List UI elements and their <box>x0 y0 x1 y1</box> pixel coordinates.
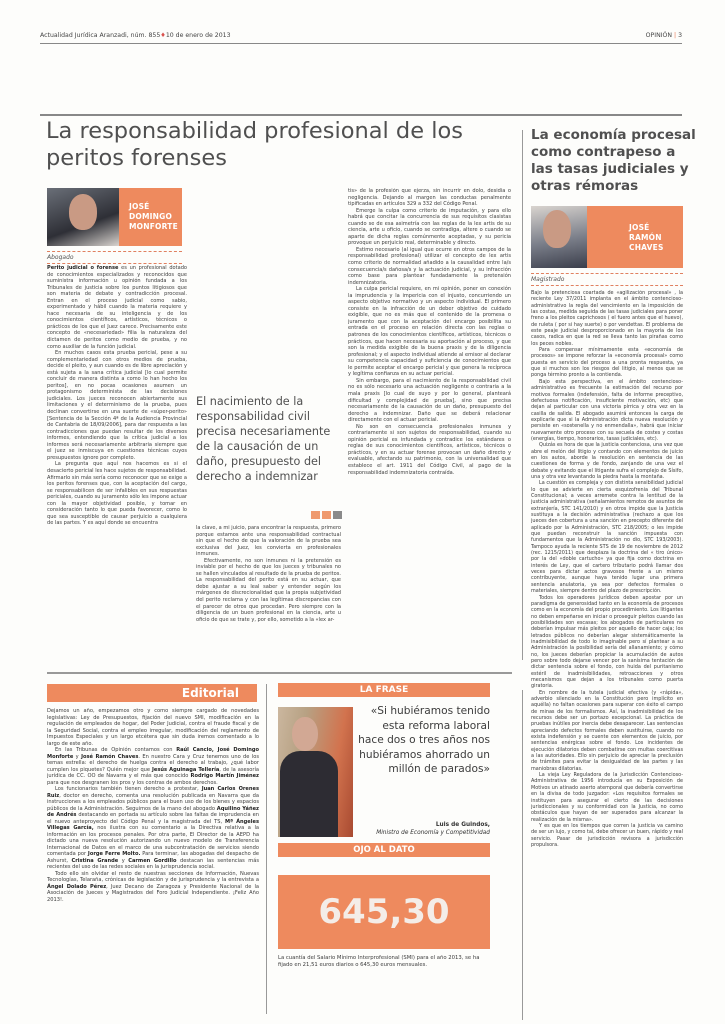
paragraph: Sin embargo, para el nacimiento de la responsabilidad civil no es sólo necesario una actuación negligente o contraria a la mala praxis [lo cual de suyo y por lo general, planteará dificultad y complejidad de prueba], sino que precisa necesariamente de la causación de un daño, presupuesto del derecho a indemnizar. Daño que se deberá relacionar directamente con el actuar pericial. <box>348 377 511 424</box>
top-rule <box>40 114 682 116</box>
quote-speaker: Luis de Guindos, <box>435 822 490 828</box>
separator-bar-icon: | <box>674 32 677 39</box>
paragraph <box>47 265 187 350</box>
author-face-icon <box>543 210 571 248</box>
publication-name: Actualidad Jurídica Aranzadi, núm. 855 <box>40 32 161 39</box>
la-frase-quote: «Si hubiéramos tenido esta reforma laboral hace dos o tres años nos hubiéramos ahorrado un millón de parados» <box>358 705 490 776</box>
decor-square-icon <box>333 511 342 519</box>
paragraph: La pregunta que aquí nos hacemos es si el desacierto pericial les hace sujetos de responsabilidad. Afirmarlo sin más sería como reconocer que se exige a los peritos forenses que, con la aceptación del cargo, se responsabilicen de ser infalibles en sus respuestas periciales, cuando su juramento sólo les impone actuar con la mayor objetividad posible, y tomar en consideración tanto lo que pueda favorecer, como lo que sea susceptible de causar perjuicio a cualquiera de las partes. Y es aquí donde se encuentra <box>47 461 187 527</box>
article1-column-3 <box>348 188 511 670</box>
column-divider <box>266 684 267 1014</box>
paragraph: Todos los operadores jurídicos deben apostar por un paradigma de generosidad tanto en la economía de procesos como en la economía del propio procedimiento. Los litigantes no deben empeñarse en iniciar o proseguir pleitos cuando las posibilidades son escasas; los abogados de particulares no deberían impulsar más pleitos por aquello de hacer caja; los letrados públicos no deberían alegar sistemáticamente la inadmisibilidad de todo lo imaginable pero sí plantear a su Administración la posibilidad sería del allanamiento; y cómo no, los jueces deberían propiciar la acumulación de autos pero sobre todo dejarse vencer por la sanísima tentación de dictar sentencia sobre el fondo, con huida del puritanismo estéril de inadmisibilidades, retroacciones y otros mecanismos que dejan a los tribunales como puerta giratoria. <box>531 594 683 690</box>
bold-name: Jorge Ferre Molto. <box>87 851 141 857</box>
paragraph <box>47 747 259 786</box>
ojo-al-dato-header: OJO AL DATO <box>278 843 490 857</box>
author-middle-name: DOMINGO <box>129 212 173 221</box>
author-first-name: JOSÉ <box>629 223 650 232</box>
author-photo <box>531 206 587 268</box>
decor-square-icon <box>322 511 331 519</box>
issue-date: 10 de enero de 2013 <box>165 32 231 39</box>
text: , de la asesoría jurídica de CC. OO de Navarra y el más que conocido <box>47 766 259 779</box>
lead-bold: Perito judicial o forense <box>47 265 119 271</box>
text: destacando en portada su artículo sobre las faltas de imprudencia en el nuevo anteproyecto del Código Penal y la magistrada del TS, <box>47 812 259 825</box>
paragraph: La culpa pericial requiere, en mi opinión, poner en conexión la imprudencia y la impericia con el injusto, concurriendo un aspecto objetivo normativo y un aspecto individual. El primero consiste en la infracción de un deber objetivo de cuidado exigible, que no es más que el contenido de la promesa o juramento que con la aceptación del encargo posibilita su entrada en el proceso en relación directa con las reglas o patrones de los conocimientos científicos, artísticos, técnicos o prácticos, que hacen necesaria su aportación al proceso, y que son la medida exigible de la buena praxis y de la diligencia profesional; y el aspecto individual atiende al emisor al declarar su competencia capacidad y suficiencia de conocimientos que le permite aceptar el encargo pericial y que genera la recíproca y legítima confianza en su actuar pericial. <box>348 286 511 378</box>
text: Todo ello sin olvidar el resto de nuestras secciones de Información, Nuevas Tecnologías, Telaraña, crónicas de legislación y de jurisprudencia y la entrevista a <box>47 870 259 883</box>
speaker-face-icon <box>292 717 318 751</box>
author-last-name: MONFORTE <box>129 222 178 231</box>
paragraph: Dejamos un año, empezamos otro y como siempre cargado de novedades legislativas: Ley de Presupuestos, fijación del nuevo SMI, modificación en la regulación de empleados de hogar, del Poder Judicial, contra el fraude fiscal y de la Seguridad Social, contra el empleo irregular, modificación del reglamento de Impuestos Especiales y un largo etcétera que sin duda iremos comentado a lo largo de este año. <box>47 708 259 747</box>
author-middle-name: RAMÓN <box>629 233 662 242</box>
article2-title: La economía procesal como contrapeso a las tasas judiciales y otras rémoras <box>531 127 696 194</box>
la-frase-header: LA FRASE <box>278 683 490 697</box>
article1-column-1 <box>47 265 187 675</box>
pull-quote: El nacimiento de la responsabilidad civil precisa necesariamente de la causación de un daño, presupuesto del derecho a indemnizar <box>196 395 331 483</box>
author-photo <box>47 188 119 246</box>
article1-author-role: Abogado <box>47 251 182 264</box>
section-rule <box>47 672 512 674</box>
article1-column-2 <box>196 525 341 670</box>
paragraph: En muchos casos esta prueba pericial, pese a su complementariedad con otros medios de prueba, decide el pleito, y aun cuando es de libre apreciación y está sujeta a la sana crítica judicial [lo cual permite concluir de manera distinta a como lo han hecho los peritos], en no pocas ocasiones asumen un protagonismo determinista de las decisiones judiciales. Los jueces reconocen abiertamente sus limitaciones y el determinismo de la prueba, pues declinan convertirse en una suerte de «súper-perito» [Sentencia de la Sección 4ª de la Audiencia Provincial de Cantabria de 18/09/2006], para dar respuesta a las contradicciones que puedan resultar de los diversos informes, entendiendo que la crítica judicial a los informes será necesariamente arbitraria siempre que el juez se inmiscuya en cuestiones técnicas cuyos presupuestos ignore por completo. <box>47 350 187 461</box>
paragraph: Emerge la culpa como criterio de imputación, y para ello habrá que concitar la concurrencia de sus requisitos clasistas cuando se de esa asimetría con las reglas de la lex artis de su ciencia, arte u oficio, cuando se contradiga, altere o cuando se aparte de dicha reglas comúnmente aceptadas, y su pericia provoque un perjuicio real, determinable y directo. <box>348 207 511 247</box>
quote-speaker-title: Ministro de Economía y Competitividad <box>376 830 490 836</box>
ojo-al-dato-caption: La cuantía del Salario Mínimo Interprofesional (SMI) para el año 2013, se ha fijado en 21,51 euros diarios o 645,30 euros mensuales. <box>278 955 480 968</box>
text: y <box>118 857 129 864</box>
text: nos ilustra con su comentario a la Directiva relativa a la información en los procesos penales. Por otra parte, El Director de la AEPD ha dictado una nueva resolución autorizando un nuevo modelo de Transferencia Internacional de Datos en el marco de una subcontratación de servicios siendo comentada por <box>47 825 259 857</box>
paragraph: Bajo la pretenciosa coartada de «agilización procesal» , la reciente Ley 37/2011 implanta en el ámbito contencioso-administrativo la regla del vencimiento en la imposición de las costas, medida seguida de las tasas judiciales para poner freno a los pleitos caprichosos ( el fuero antes que el huevo), de ruleta ( por si hay suerte) o por vendettas. El problema de este peaje judicial desproporcionado en la mayoría de los casos, radica en que la red se lleva tanto las pirañas como los peces nobles. <box>531 290 683 347</box>
paragraph: La vieja Ley Reguladora de la Jurisdicción Contencioso-Administrativa de 1956 introducía en su Exposición de Motivos un atinado aserto atemporal que debería convertirse en la divisa de todo juzgador: «Los requisitos formales se instituyen para asegurar el cierto de las decisiones jurisdiccionales y su conformidad con la Justicia, no como obstáculos que hayan de ser superados para alcanzar la realización de la misma». <box>531 772 683 823</box>
diamond-icon: ♦ <box>160 32 166 39</box>
article1-title: La responsabilidad profesional de los peritos forenses <box>46 118 463 171</box>
speaker-photo <box>278 707 353 837</box>
bold-name: Raúl Cancio, José Domingo Monforte <box>47 747 259 760</box>
column-divider <box>522 690 523 1020</box>
text: destacan las sentencias más recientes del uso de las redes sociales en la jurisprudencia social. <box>47 857 259 870</box>
bold-name: Jesús Aguinaga Tellería <box>152 766 220 773</box>
text: En las Tribunas de Opinión contamos con <box>55 747 177 753</box>
author-face-icon <box>69 194 97 230</box>
paragraph <box>47 871 259 904</box>
paragraph: Y es que en los tiempos que corren la justicia va camino de ser un lujo, y como tal, debe ofrecer un buen, rápido y real servicio. Pasar de jurisdicción revisora a jurisdicción propulsora. <box>531 822 683 848</box>
paragraph: Bajo esta perspectiva, en el ámbito contencioso-administrativo es frecuente la estimación del recurso por motivos formales (indefensión, falta de informe preceptivo, defectuosa notificación, insuficiente motivación, etc) que dejan al particular con una victoria pírrica y otra vez en la casilla de salida. El abogado asumirá entonces la carga de explicarle que si la Administración dicta nueva resolución y persiste en «sostenella y no enmendalla», habrá que iniciar nuevamente otro proceso con su secuela de costes y costas (energías, tiempo, honorarios, tasas judiciales, etc). <box>531 378 683 442</box>
paragraph <box>47 786 259 871</box>
editorial-body <box>47 708 259 978</box>
editorial-header: Editorial <box>47 684 257 702</box>
bold-name: José Ramón Chaves <box>81 753 139 760</box>
column-divider <box>522 130 523 660</box>
paragraph: tis» de la profesión que ejerza, sin incurrir en dolo, desidia o negligencia. Dejando al margen las conductas penalmente tipificadas en artículos 329 a 332 del Código Penal. <box>348 188 511 208</box>
text: y <box>73 753 82 760</box>
article2-body <box>531 290 683 1012</box>
text: , doctor en derecho, comenta una resolución publicada en Navarra que da instrucciones a los empleados públicos para el buen uso de los bienes y espacios públicos de la Administración. Seguimos de la mano del abogado <box>47 792 259 812</box>
ojo-al-dato-value: 645,30 <box>278 875 490 949</box>
paragraph: Efectivamente, no son inmunes ni la pretensión es inviable por el hecho de que los jueces y tribunales no se hallen vinculados al resultado de la prueba de peritos. La responsabilidad del perito está en su actuar, que debe ajustar a su leal saber y entender según los márgenes de discrecionalidad que la propia subjetividad del perito reclama y con las legítimas discrepancias con el parecer de otros que procedan. Pero siempre con la diligencia de un buen profesional en la ciencia, arte u oficio de que se trate y, por ello, sometido a la «lex ar- <box>196 557 341 623</box>
text: para que nos desgranen los pros y los contras de ambos derechos. <box>47 779 218 786</box>
speaker-suit-icon <box>280 751 338 837</box>
author-name <box>129 202 178 232</box>
section-label <box>646 32 682 39</box>
paragraph: Estimo necesario (al igual que ocurre en otros campos de la responsabilidad profesional) utilizar el concepto de lex artis como criterio de normalidad añadido a la causalidad entre la/s consecuencia/s dañosa/s y la actuación judicial, y su infracción como base para plantear fundadamente la pretensión indemnizatoria. <box>348 246 511 286</box>
page-number: 3 <box>678 32 682 39</box>
lead-text: es un profesional dotado de conocimientos especializados y reconocidos que suministra información u opinión fundada a los Tribunales de justicia sobre los puntos litigiosos que son materia de debate y contradicción procesal. Entran en el proceso judicial como sabio, experimentado y hábil cuando la materia requiere y hace necesaria de su inteligencia y de los conocimientos científicos, artísticos, técnicos o prácticos de los que el Juez carece. Precisamente este concepto de «necesariedad» filia la naturaleza del dictamen de peritos como medio de prueba, y no como auxiliar de la función judicial. <box>47 265 187 350</box>
bold-name: Juan Carlos Orenes Ruiz <box>47 786 259 799</box>
paragraph: La cuestión es compleja y con distinta sensibilidad judicial lo que se advierte en cierta esquizofrenia del Tribunal Constitucional; a veces arremete contra la lentitud de la justicia administrativa (señalamientos remotos de asuntos de extranjería, STC 141/2010) y en otros impide que la Justicia sustituya a la decisión administrativa (rechazo a que los jueces den cobertura a una sanción en precepto diferente del aplicado por la Administración, STC 218/2005; o les impide que puedan reconstruir la sanción impuesta con fundamentos que la Administración no dio, STC 193/2003). Tampoco ayuda la reciente STS de 19 de noviembre de 2012 (rec. 1215/2011) que desplaza la doctrina del « tiro único» por la del «doble cartucho» ya que fija como doctrina en interés de Ley, que el cartero tributario podrá llamar dos veces para dictar actos gravosos frente a un mismo contribuyente, aunque haya tenido lugar una primera sentencia anulatoria, ya sea por defectos formales o materiales, siempre dentro del plazo de prescripción. <box>531 480 683 595</box>
bold-name: Rodrigo Martín Jiménez <box>190 773 259 779</box>
paragraph: En nombre de la tutela judicial efectiva (y «rápida», adverbio silenciado en la Constitución pero implícito en aquélla) no faltan ocasiones para superar con éxito el campo de minas de los formalismos. Así, la inadmisibilidad de los recursos debe ser un portazo excepcional. La práctica de pruebas inútiles por inercia debe desaparecer. Las sentencias apreciando defectos formales deben sustituirse, cuando no exista indefensión y se cuente con elementos de juicio, por sentencias enérgicas sobre el fondo. Los incidentes de ejecución dilatorios deben combatirse con multas coercitivas a las autoridades. Ello sin perjuicio de apreciar la preclusión de trámites para evitar la desigualdad de las partes y las maniobras dilatorias. <box>531 689 683 772</box>
text: . En nuestro Cara y Cruz tenemos uno de los temas estrella: el derecho de huelga contra el derecho al trabajo, ¿qué labor cumplen los piquetes? Quién mejor que <box>47 753 259 773</box>
paragraph: Para compensar mínimamente esta «economía de procesos» se impone reforzar la «economía procesal» como puesta en servicio del proceso a una pronta respuesta, ya que si muchos son los riesgos del litigio, al menos que se ponga término pronto a la contienda. <box>531 347 683 379</box>
decor-square-icon <box>311 511 320 519</box>
author-last-name: CHAVES <box>629 243 664 252</box>
article2-author-box <box>531 206 683 268</box>
text: , Juez Decano de Zaragoza y Presidente Nacional de la Asociación de Jueces y Magistrados del Foro Judicial Independiente. ¡Feliz Año 2013!. <box>47 883 259 903</box>
bold-name: Ángel Dolado Pérez <box>47 883 107 890</box>
bold-name: Carmen Gordillo <box>128 857 177 864</box>
section-name: OPINIÓN <box>645 32 673 39</box>
paragraph: la clave, a mi juicio, para encontrar la respuesta, primero porque estamos ante una responsabilidad contractual sin que el hecho de que la valoración de la prueba sea exclusiva del Juez, les convierta en profesionales inmunes. <box>196 525 341 558</box>
text: Para terminar, las abogadas del despacho de Ashurst, <box>47 851 259 864</box>
bold-name: Mª Ángeles Villegas García, <box>47 818 259 831</box>
paragraph: Quizás es hora de que la justicia contenciosa, una vez que abre el melón del litigio y contando con elementos de juicio en los autos, aborde la resolución en sentencia de las cuestiones de forma y de fondo, zanjando de una vez el debate y evitando que el litigante sufra el complejo de Sísifo, una y otra vez levantando la piedra hasta la montaña. <box>531 442 683 480</box>
author-first-name: JOSÉ <box>129 202 150 211</box>
author-name <box>629 223 664 253</box>
text: Los funcionarios también tienen derecho a protestar, <box>55 786 202 792</box>
bold-name: Aquilino Yáñez de Andrés <box>47 805 259 818</box>
bold-name: Cristina Grande <box>71 857 119 864</box>
publication-line <box>40 32 231 39</box>
page-header <box>40 30 682 44</box>
article1-author-box <box>47 188 182 246</box>
article2-author-role: Magistrado <box>531 273 683 286</box>
paragraph: No son en consecuencia profesionales inmunes y contrariamente si son sujetos de responsabilidad, cuando su opinión pericial es infundada y contradice los estándares o reglas de sus conocimientos científicos, artísticos, técnicos o prácticos, y en su actuar forense provocan un daño directo y evaluable, afectando su patrimonio, con la universalidad que establece el art. 1911 del Código Civil, al pago de la responsabilidad indemnizatoria contraída. <box>348 423 511 476</box>
